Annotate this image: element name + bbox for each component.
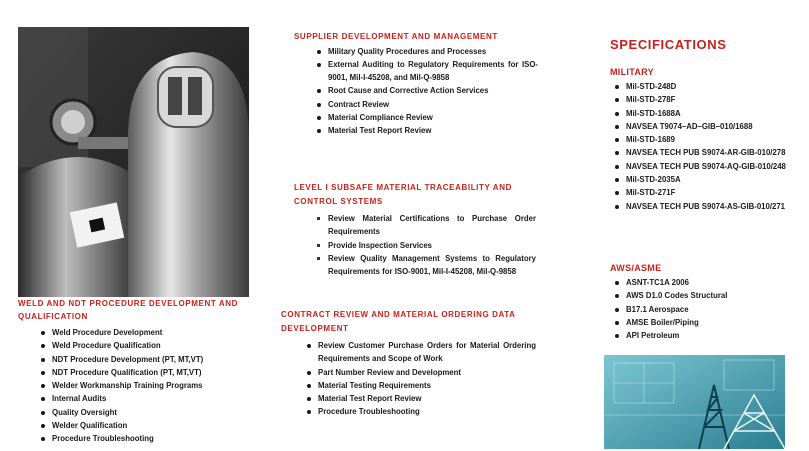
list-item: Procedure Troubleshooting [38,432,256,445]
list-item: External Auditing to Regulatory Requirements for ISO-9001, Mil-I-45208, and Mil-Q-9858 [314,58,538,85]
weld-ndt-section [18,298,256,446]
list-item: Internal Audits [38,392,256,405]
section-heading: SUPPLIER DEVELOPMENT AND MANAGEMENT [294,32,498,41]
list-item: Review Material Certifications to Purchase Order Requirements [314,212,536,239]
list-item: Mil-STD-271F [612,186,792,199]
aws-asme-heading: AWS/ASME [610,263,662,273]
list-item: Review Quality Management Systems to Regulatory Requirements for ISO-9001, Mil-I-45208, Mil-Q-9858 [314,252,536,279]
list-item: Material Test Report Review [304,392,536,405]
military-section [610,66,800,213]
subsafe-section [294,181,534,278]
list-item: Part Number Review and Development [304,366,536,379]
gas-cylinders-photo [18,27,249,297]
list-item: Root Cause and Corrective Action Services [314,84,538,97]
list-item: Mil-STD-278F [612,93,792,106]
list-item: NDT Procedure Development (PT, MT,VT) [38,353,256,366]
weld-ndt-list [38,326,256,446]
list-item: Mil-STD-1688A [612,107,792,120]
list-item: Weld Procedure Development [38,326,256,339]
list-item: B17.1 Aerospace [612,303,800,316]
aws-asme-list [612,276,800,342]
list-item: Mil-STD-1689 [612,133,792,146]
list-item: NAVSEA TECH PUB S9074-AQ-GIB-010/248 [612,160,792,173]
list-item: Contract Review [314,98,538,111]
engineering-blueprint-image [604,355,785,449]
list-item: Military Quality Procedures and Processes [314,45,538,58]
list-item: ASNT-TC1A 2006 [612,276,800,289]
list-item: AWS D1.0 Codes Structural [612,289,800,302]
list-item: Material Test Report Review [314,124,538,137]
list-item: Mil-STD-2035A [612,173,792,186]
section-heading: LEVEL I SUBSAFE MATERIAL TRACEABILITY AND CONTROL SYSTEMS [294,183,512,206]
list-item: Welder Workmanship Training Programs [38,379,256,392]
contract-review-section [281,308,539,419]
list-item: Mil-STD-248D [612,80,792,93]
list-item: Provide Inspection Services [314,239,536,252]
supplier-list [314,45,538,138]
list-item: API Petroleum [612,329,800,342]
specifications-title: SPECIFICATIONS [610,37,727,52]
list-item: Weld Procedure Qualification [38,339,256,352]
section-heading: WELD AND NDT PROCEDURE DEVELOPMENT AND QUALIFICATION [18,299,238,321]
military-list [612,80,792,213]
list-item: NAVSEA TECH PUB S9074-AR-GIB-010/278 [612,146,792,159]
list-item: AMSE Boiler/Piping [612,316,800,329]
aws-asme-section [610,262,800,342]
list-item: NAVSEA TECH PUB S9074-AS-GIB-010/271 [612,200,792,213]
supplier-section [294,31,544,138]
list-item: Material Testing Requirements [304,379,536,392]
list-item: Review Customer Purchase Orders for Material Ordering Requirements and Scope of Work [304,339,536,366]
list-item: NDT Procedure Qualification (PT, MT,VT) [38,366,256,379]
subsafe-list [314,212,536,278]
list-item: NAVSEA T9074–AD–GIB–010/1688 [612,120,792,133]
section-heading: CONTRACT REVIEW AND MATERIAL ORDERING DATA DEVELOPMENT [281,310,516,333]
military-heading: MILITARY [610,67,654,77]
list-item: Procedure Troubleshooting [304,405,536,418]
list-item: Quality Oversight [38,406,256,419]
contract-review-list [304,339,536,419]
list-item: Welder Qualification [38,419,256,432]
list-item: Material Compliance Review [314,111,538,124]
